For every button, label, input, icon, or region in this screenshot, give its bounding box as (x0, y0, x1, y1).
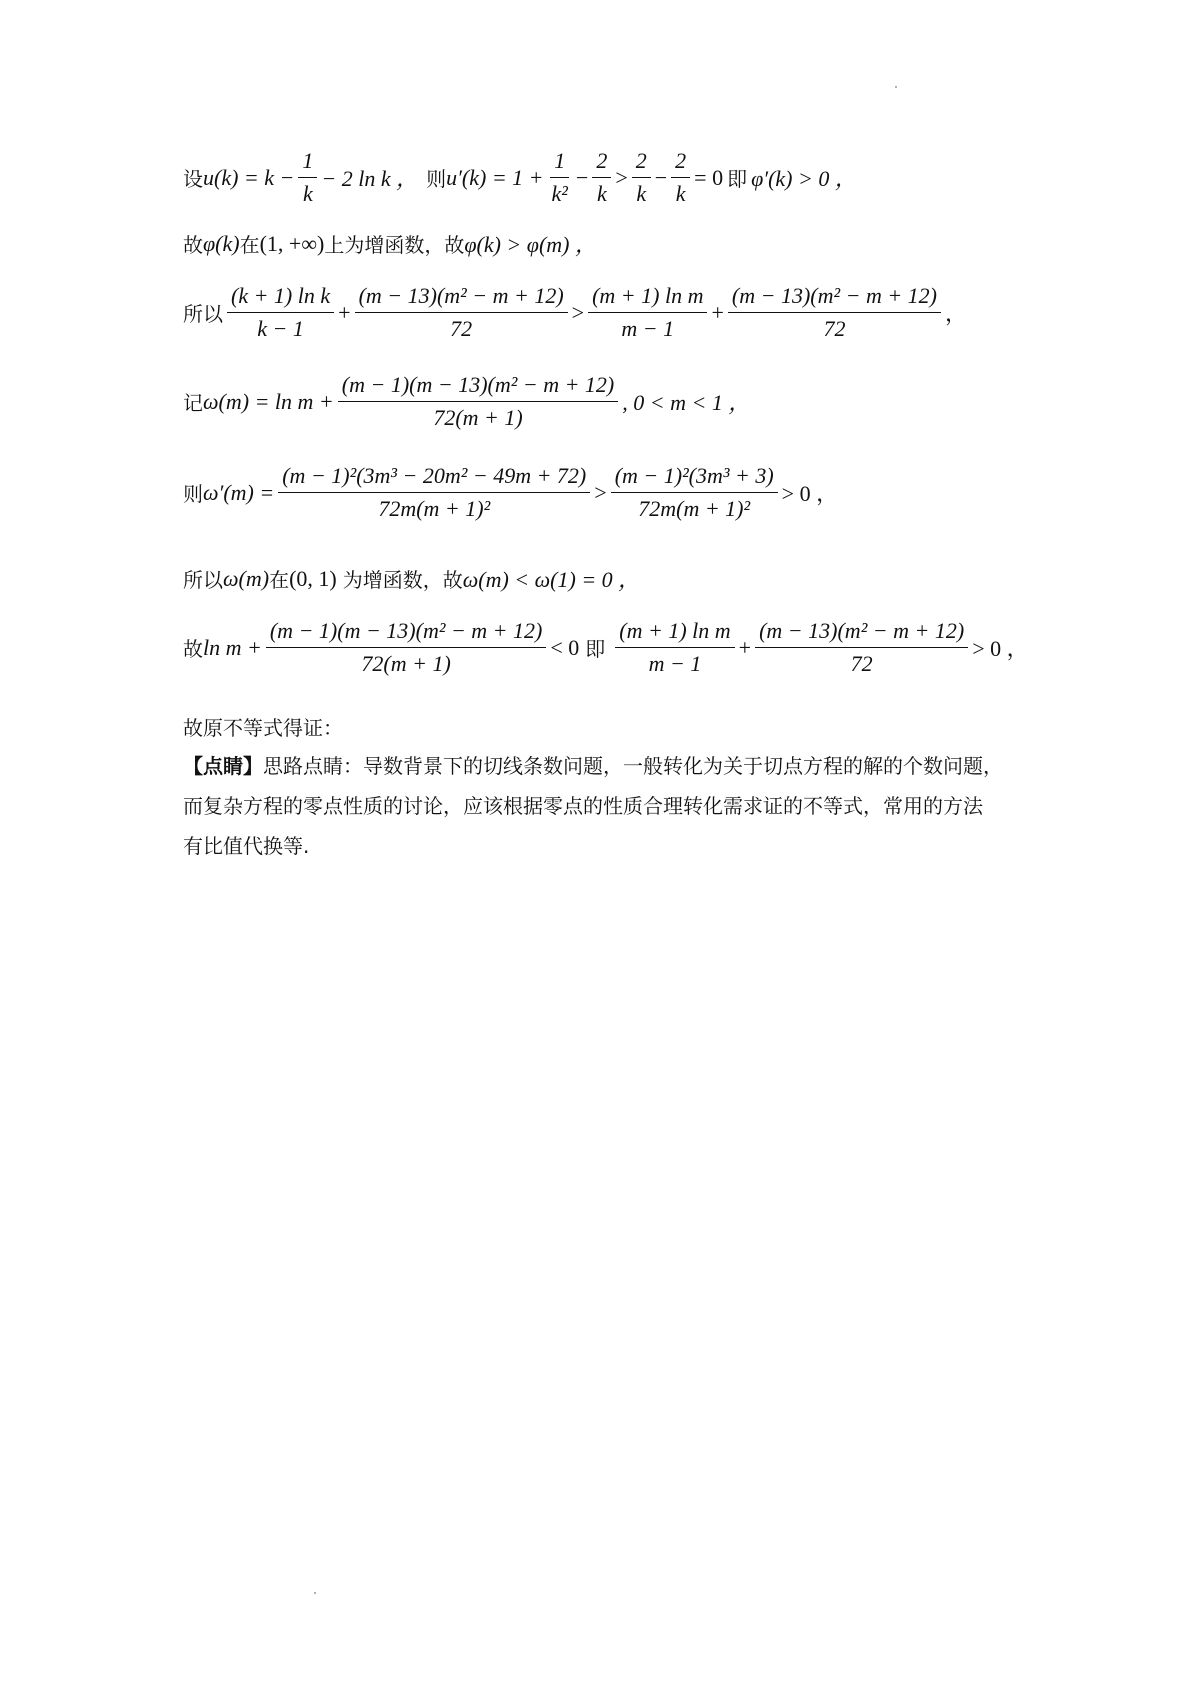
fraction: $\frac{\text{(m − 1)(m − 13)(m² − m + 12)}}{72(m + 1)}$ (266, 618, 547, 677)
text: 故 (183, 637, 203, 661)
math: > 0 ， (781, 481, 839, 506)
equation-line-3 (183, 283, 1050, 342)
text: 所以 (183, 568, 223, 592)
fraction: $\frac{\text{(m − 13)(m² − m + 12)}}{72}$ (355, 283, 568, 342)
math: ω(m) = ln m + (203, 388, 334, 414)
text: 所以 (183, 302, 223, 326)
note-text-1: 思路点睛：导数背景下的切线条数问题，一般转化为关于切点方程的解的个数问题， (263, 754, 1003, 778)
scan-speck (895, 86, 897, 88)
text: 设 (183, 167, 203, 191)
text: 即 (585, 637, 606, 661)
fraction: $\frac{\text{(m + 1) ln m}}{m - 1}$ (615, 618, 734, 677)
equation-line-2 (183, 228, 1050, 259)
fraction: $\frac{\text{(m − 1)²(3m³ + 3)}}{\text{72m(m + 1)²}}$ (611, 463, 778, 522)
math: u(k) = k − (203, 164, 295, 190)
fraction: $\frac{\text{(m + 1) ln m}}{m - 1}$ (588, 283, 707, 342)
text: 上为增函数，故 (324, 233, 465, 257)
math: φ(k) > φ(m) ， (464, 232, 597, 257)
text: 记 (183, 391, 203, 415)
fraction: $\frac{\text{(m − 13)(m² − m + 12)}}{72}$ (728, 283, 941, 342)
text: 则 (183, 482, 203, 506)
math: = 0 (694, 164, 724, 190)
fraction: $\frac{\text{(m − 1)(m − 13)(m² − m + 12)}}{72(m + 1)}$ (338, 372, 619, 431)
operator: < 0 (550, 634, 580, 660)
math: , 0 < m < 1 ， (622, 390, 751, 415)
operator: + (711, 299, 724, 325)
text: 在 (269, 568, 290, 592)
fraction: $\frac{\text{(k + 1) ln k}}{k - 1}$ (227, 283, 334, 342)
fraction: $\frac{2}{k}$ (632, 148, 651, 207)
operator: − (654, 164, 668, 190)
math: ω′(m) = (203, 479, 275, 505)
fraction: $\frac{\text{(m − 1)²(3m³ − 20m² − 49m + 72)}}{\text{72m(m + 1)²}}$ (278, 463, 590, 522)
fraction: $\frac{1}{\text{k²}}$ (551, 148, 568, 206)
text: 在 (239, 233, 260, 257)
fraction: $\frac{\text{(m − 13)(m² − m + 12)}}{72}$ (755, 618, 968, 677)
scan-speck (314, 1592, 316, 1594)
operator: > (571, 299, 585, 325)
operator: + (338, 299, 351, 325)
note-tag: 【点睛】 (183, 754, 263, 778)
note-paragraph (183, 746, 1043, 866)
equation-line-6 (183, 563, 1050, 594)
math: ln m + (203, 634, 262, 660)
math: u′(k) = 1 + (446, 164, 544, 190)
equation-line-1 (183, 148, 1050, 207)
math: φ′(k) > 0 ， (751, 166, 857, 191)
math: φ(k) (203, 230, 240, 256)
math: ， (945, 301, 968, 326)
math: > 0 ， (972, 636, 1029, 661)
math: ω(m) < ω(1) = 0 ， (462, 567, 641, 592)
text: 即 (727, 167, 748, 191)
operator: > (594, 479, 607, 505)
fraction: $\frac{2}{k}$ (592, 148, 611, 207)
equation-line-5 (183, 463, 1050, 522)
text: 为增函数，故 (342, 568, 463, 592)
note-text-2: 而复杂方程的零点性质的讨论，应该根据零点的性质合理转化需求证的不等式，常用的方法 (183, 794, 983, 818)
math: ω(m) (223, 565, 270, 591)
fraction: $\frac{1}{k}$ (298, 148, 317, 207)
math: − 2 ln k ， (321, 166, 419, 191)
operator: > (615, 164, 628, 190)
operator: + (738, 634, 752, 660)
conclusion-line: 故原不等式得证： (183, 716, 343, 740)
math: (0, 1) (289, 565, 337, 591)
math: (1, +∞) (259, 230, 325, 256)
equation-line-4 (183, 372, 1050, 431)
equation-line-7 (183, 618, 1050, 677)
text: 则 (426, 167, 447, 191)
note-text-3: 有比值代换等. (183, 834, 310, 858)
operator: − (575, 164, 589, 190)
text: 故 (183, 233, 203, 257)
fraction: $\frac{2}{k}$ (671, 148, 690, 207)
